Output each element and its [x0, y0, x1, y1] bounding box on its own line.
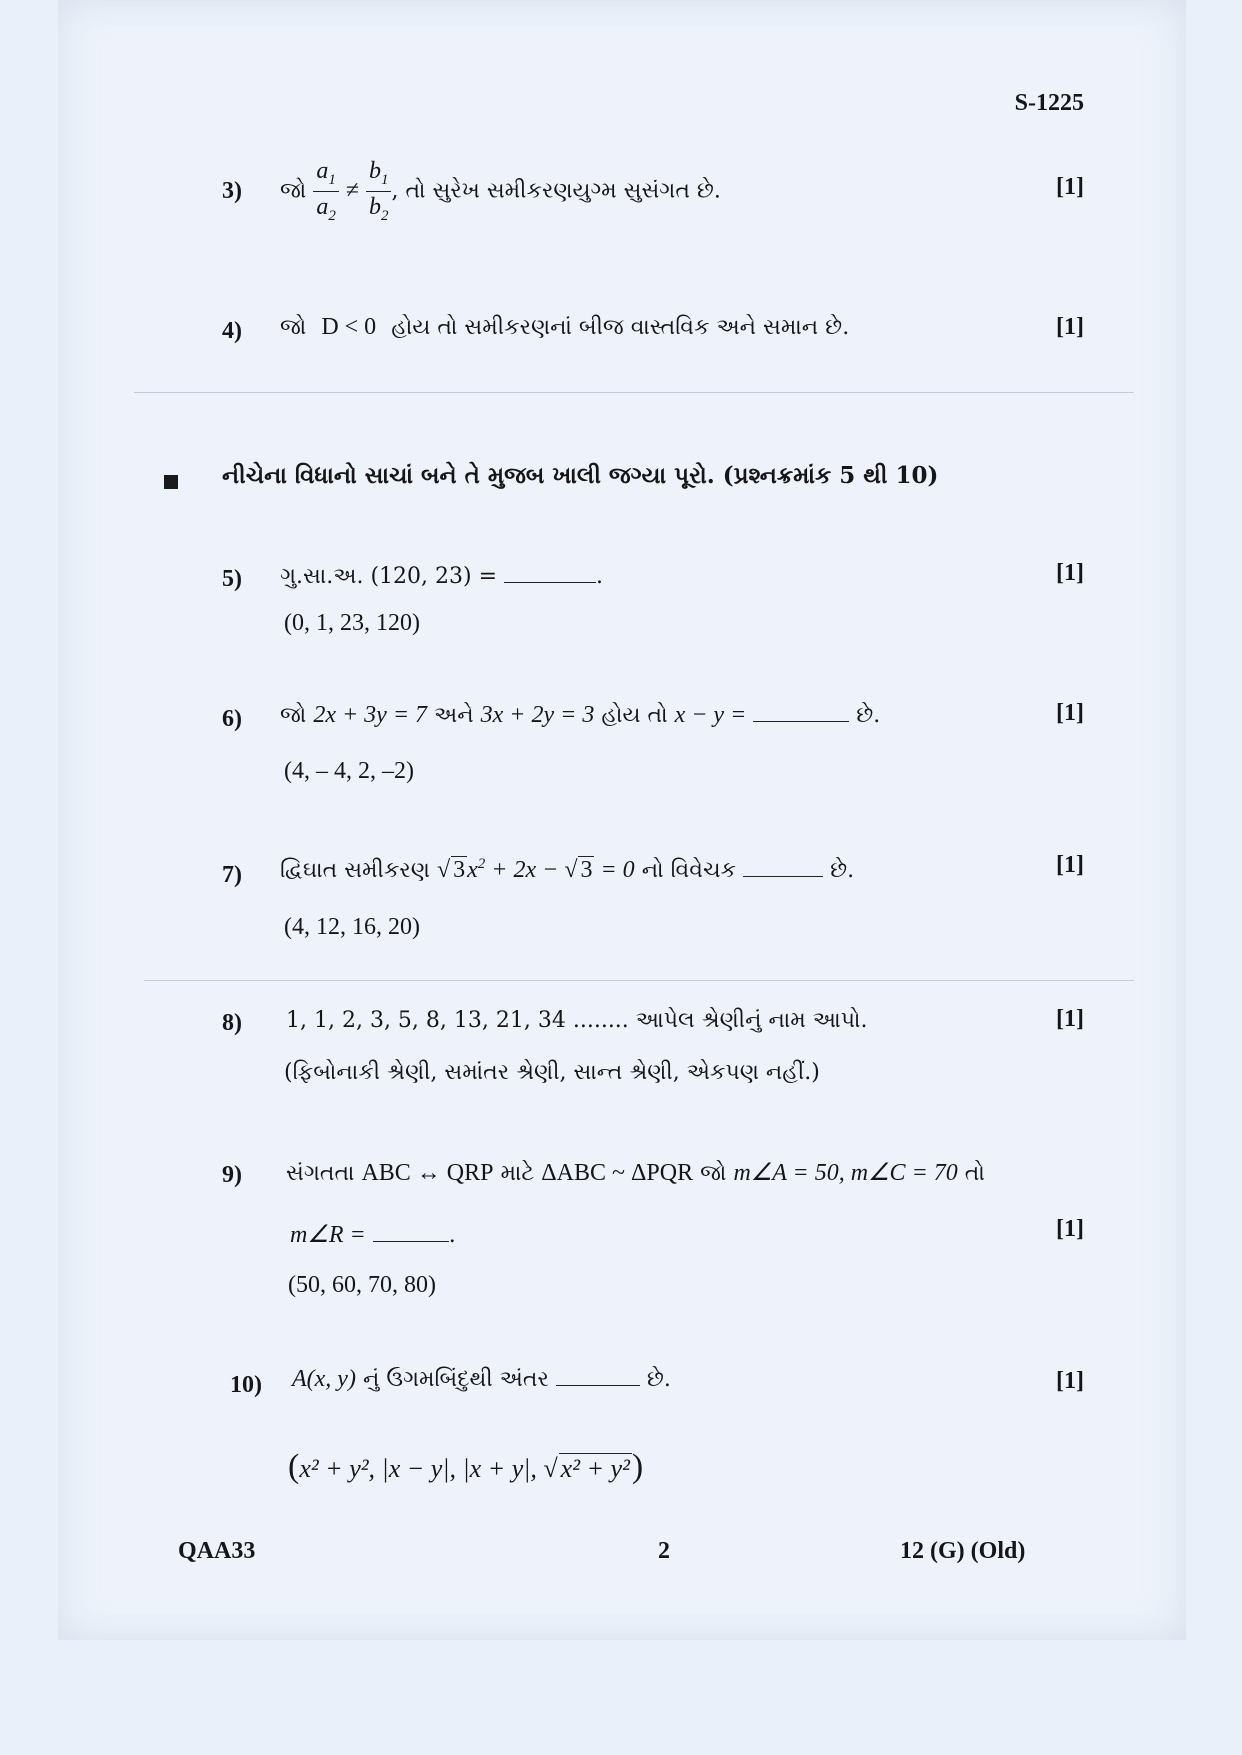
q7-statement: દ્વિઘાત સમીકરણ	[280, 858, 430, 883]
q9-sangatata: સંગતતા	[286, 1161, 355, 1186]
fraction-b1-b2: $\frac{b_1}{b_2}$	[366, 158, 392, 225]
question-4-text	[280, 314, 849, 341]
q9-correspondence: ABC ↔ QRP	[361, 1160, 494, 1186]
q7-che: છે.	[830, 858, 855, 883]
question-5-mark: [1]	[1056, 560, 1084, 586]
divider-line-2	[144, 980, 1134, 981]
footer-code: QAA33	[178, 1538, 256, 1564]
footer-subject: 12 (G) (Old)	[900, 1538, 1026, 1564]
divider-line	[134, 392, 1134, 393]
q10-option-4: x² + y²	[560, 1454, 630, 1483]
q6-expression: x − y =	[674, 702, 747, 728]
question-3-mark: [1]	[1056, 174, 1084, 200]
question-7-text	[280, 856, 854, 884]
question-8-text: 1, 1, 2, 3, 5, 8, 13, 21, 34 ........ આપેલ શ્રેણીનું નામ આપો.	[286, 1008, 868, 1033]
question-number-8: 8)	[222, 1010, 242, 1036]
question-9-options: (50, 60, 70, 80)	[288, 1272, 436, 1298]
q3-jo: જો	[280, 178, 307, 204]
q6-equation-1: 2x + 3y = 7	[313, 702, 428, 728]
q9-maate: માટે	[500, 1161, 535, 1186]
question-10-options: (x² + y², |x − y|, |x + y|, √ x² + y²)	[288, 1448, 644, 1485]
q10-option-3: |x + y|,	[462, 1454, 537, 1483]
q10-statement: નું ઉગમબિંદુથી અંતર	[362, 1367, 549, 1392]
question-9-mark: [1]	[1056, 1216, 1084, 1242]
question-5-options: (0, 1, 23, 120)	[284, 610, 420, 636]
q7-suffix: નો વિવેચક	[641, 858, 737, 883]
question-8-mark: [1]	[1056, 1006, 1084, 1032]
question-number-4: 4)	[222, 318, 242, 344]
q10-che: છે.	[646, 1367, 671, 1392]
answer-blank	[556, 1385, 640, 1386]
answer-blank	[373, 1241, 449, 1242]
q9-angles: m∠A = 50, m∠C = 70	[733, 1160, 958, 1186]
q3-statement: , તો સુરેખ સમીકરણયુગ્મ સુસંગત છે.	[391, 178, 721, 204]
question-9-line-2	[290, 1220, 456, 1249]
question-7-mark: [1]	[1056, 852, 1084, 878]
question-number-3: 3)	[222, 178, 242, 204]
q9-jo: જો	[700, 1161, 727, 1186]
answer-blank	[743, 876, 823, 877]
question-6-text	[280, 702, 880, 729]
q6-ane: અને	[434, 703, 474, 728]
question-number-10: 10)	[230, 1372, 262, 1398]
q10-option-2: |x − y|,	[381, 1454, 456, 1483]
q5-statement: ગુ.સા.અ. (120, 23) =	[280, 564, 498, 589]
answer-blank	[504, 582, 596, 583]
question-3-text	[280, 158, 721, 225]
answer-blank	[753, 721, 849, 722]
question-number-7: 7)	[222, 862, 242, 888]
q5-period: .	[596, 564, 604, 589]
question-7-options: (4, 12, 16, 20)	[284, 914, 420, 940]
question-9-line-1	[286, 1158, 985, 1187]
exam-page	[58, 0, 1186, 1640]
question-6-options: (4, – 4, 2, –2)	[284, 758, 414, 784]
q9-to: તો	[964, 1161, 985, 1186]
bullet-square-icon	[164, 474, 178, 493]
paper-code: S-1225	[1014, 90, 1084, 116]
page-number: 2	[658, 1538, 670, 1564]
q6-jo: જો	[280, 703, 307, 728]
section-heading: નીચેના વિધાનો સાચાં બને તે મુજબ ખાલી જગ્યા પૂરો. (પ્રશ્નક્રમાંક 5 થી 10)	[222, 462, 939, 489]
q4-condition: D < 0	[321, 314, 377, 340]
not-equal-symbol: ≠	[345, 177, 359, 204]
q9-angle-r: m∠R =	[290, 1222, 366, 1248]
question-10-text	[292, 1366, 671, 1393]
fraction-a1-a2: $\frac{a_1}{a_2}$	[313, 158, 339, 225]
q9-similarity: ΔABC ~ ΔPQR	[541, 1160, 694, 1186]
q4-jo: જો	[280, 315, 307, 340]
question-4-mark: [1]	[1056, 314, 1084, 340]
question-10-mark: [1]	[1056, 1368, 1084, 1394]
q10-option-1: x² + y²,	[299, 1454, 376, 1483]
q4-statement: હોય તો સમીકરણનાં બીજ વાસ્તવિક અને સમાન છે.	[391, 315, 850, 340]
question-6-mark: [1]	[1056, 700, 1084, 726]
q6-hoy: હોય તો	[601, 703, 668, 728]
question-number-9: 9)	[222, 1162, 242, 1188]
q9-period: .	[448, 1223, 456, 1248]
question-8-options: (ફિબોનાકી શ્રેણી, સમાંતર શ્રેણી, સાન્ત શ્રેણી, એકપણ નહીં.)	[284, 1060, 820, 1085]
question-number-5: 5)	[222, 566, 242, 592]
q10-point: A(x, y)	[292, 1366, 356, 1392]
q6-che: છે.	[856, 703, 881, 728]
q7-equation: √ $3x^2 + 2x$ − √ 3 = 0	[436, 856, 635, 883]
question-number-6: 6)	[222, 706, 242, 732]
question-5-text	[280, 564, 603, 589]
q6-equation-2: 3x + 2y = 3	[480, 702, 595, 728]
